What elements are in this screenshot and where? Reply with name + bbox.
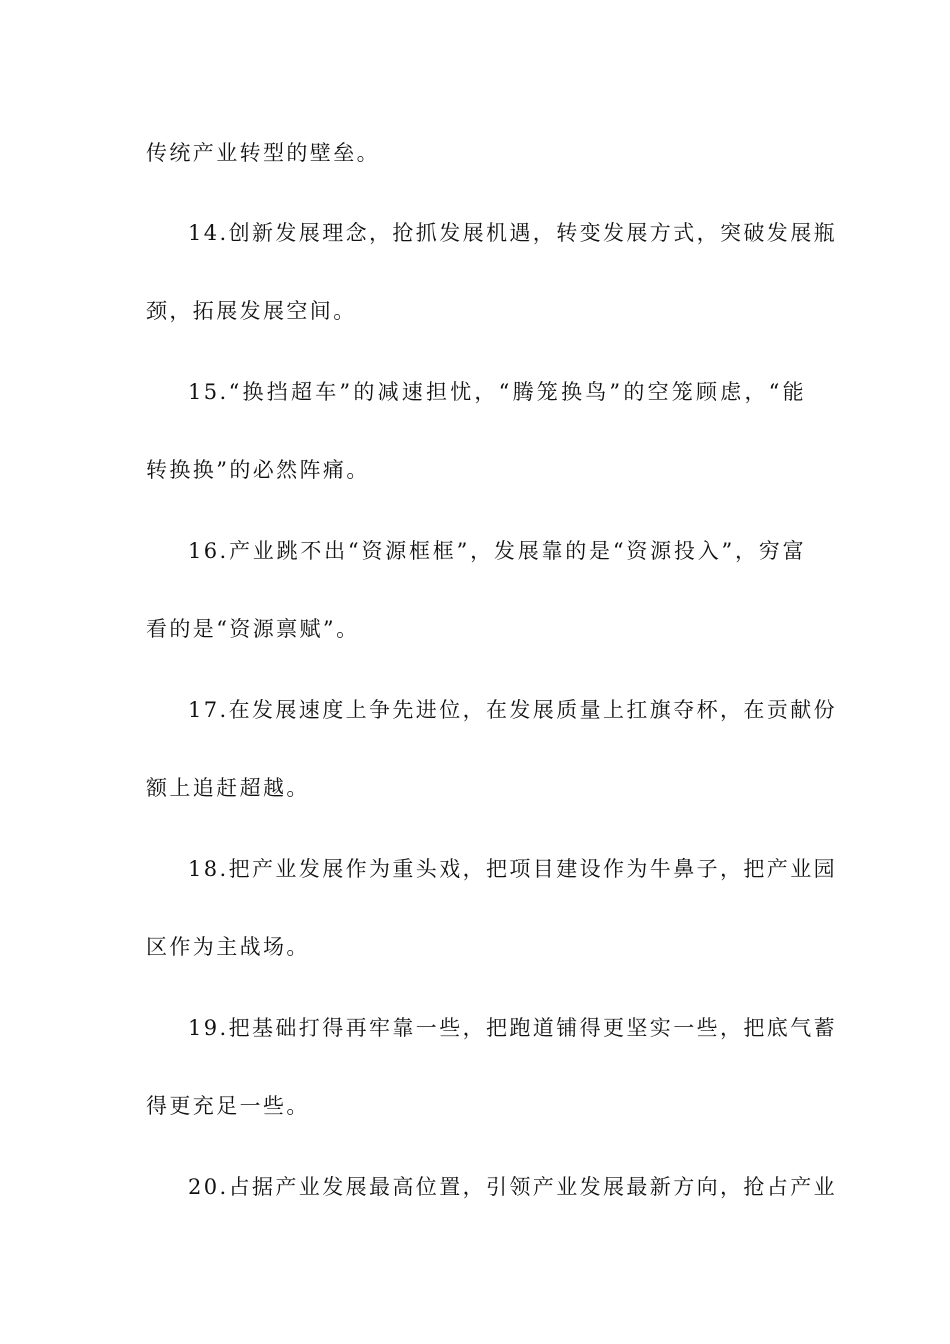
list-item-17-line-1 xyxy=(188,695,838,725)
list-item-14-line-2 xyxy=(146,296,806,326)
paragraph-continuation xyxy=(146,138,806,168)
list-item-19-line-2 xyxy=(146,1091,806,1121)
item-number: 17. xyxy=(188,698,229,722)
item-number: 20. xyxy=(188,1175,229,1199)
list-item-15-line-2 xyxy=(146,455,806,485)
item-text: “换挡超车”的减速担忧，“腾笼换鸟”的空笼顾虑，“能 xyxy=(228,380,806,404)
list-item-18-line-2 xyxy=(146,932,806,962)
list-item-15-line-1 xyxy=(188,377,806,407)
item-text: 颈，拓展发展空间。 xyxy=(146,299,357,323)
item-number: 19. xyxy=(188,1016,229,1040)
list-item-20-line-1 xyxy=(188,1172,838,1202)
list-item-16-line-1 xyxy=(188,536,806,566)
list-item-14-line-1 xyxy=(188,218,838,248)
item-number: 15. xyxy=(188,380,229,404)
item-number: 16. xyxy=(188,539,229,563)
item-number: 18. xyxy=(188,857,229,881)
item-text: 得更充足一些。 xyxy=(146,1094,310,1118)
item-text: 区作为主战场。 xyxy=(146,935,310,959)
list-item-18-line-1 xyxy=(188,854,838,884)
list-item-17-line-2 xyxy=(146,773,806,803)
item-text: 产业跳不出“资源框框”，发展靠的是“资源投入”，穷富 xyxy=(228,539,806,563)
item-number: 14. xyxy=(188,221,229,245)
paragraph-text: 传统产业转型的壁垒。 xyxy=(146,141,380,165)
item-text: 占据产业发展最高位置，引领产业发展最新方向，抢占产业 xyxy=(228,1175,838,1199)
list-item-19-line-1 xyxy=(188,1013,838,1043)
item-text: 把产业发展作为重头戏，把项目建设作为牛鼻子，把产业园 xyxy=(228,857,838,881)
item-text: 额上追赶超越。 xyxy=(146,776,310,800)
item-text: 看的是“资源禀赋”。 xyxy=(146,617,360,641)
item-text: 创新发展理念，抢抓发展机遇，转变发展方式，突破发展瓶 xyxy=(228,221,838,245)
list-item-16-line-2 xyxy=(146,614,806,644)
item-text: 在发展速度上争先进位，在发展质量上扛旗夺杯，在贡献份 xyxy=(228,698,838,722)
item-text: 把基础打得再牢靠一些，把跑道铺得更坚实一些，把底气蓄 xyxy=(228,1016,838,1040)
item-text: 转换换”的必然阵痛。 xyxy=(146,458,370,482)
